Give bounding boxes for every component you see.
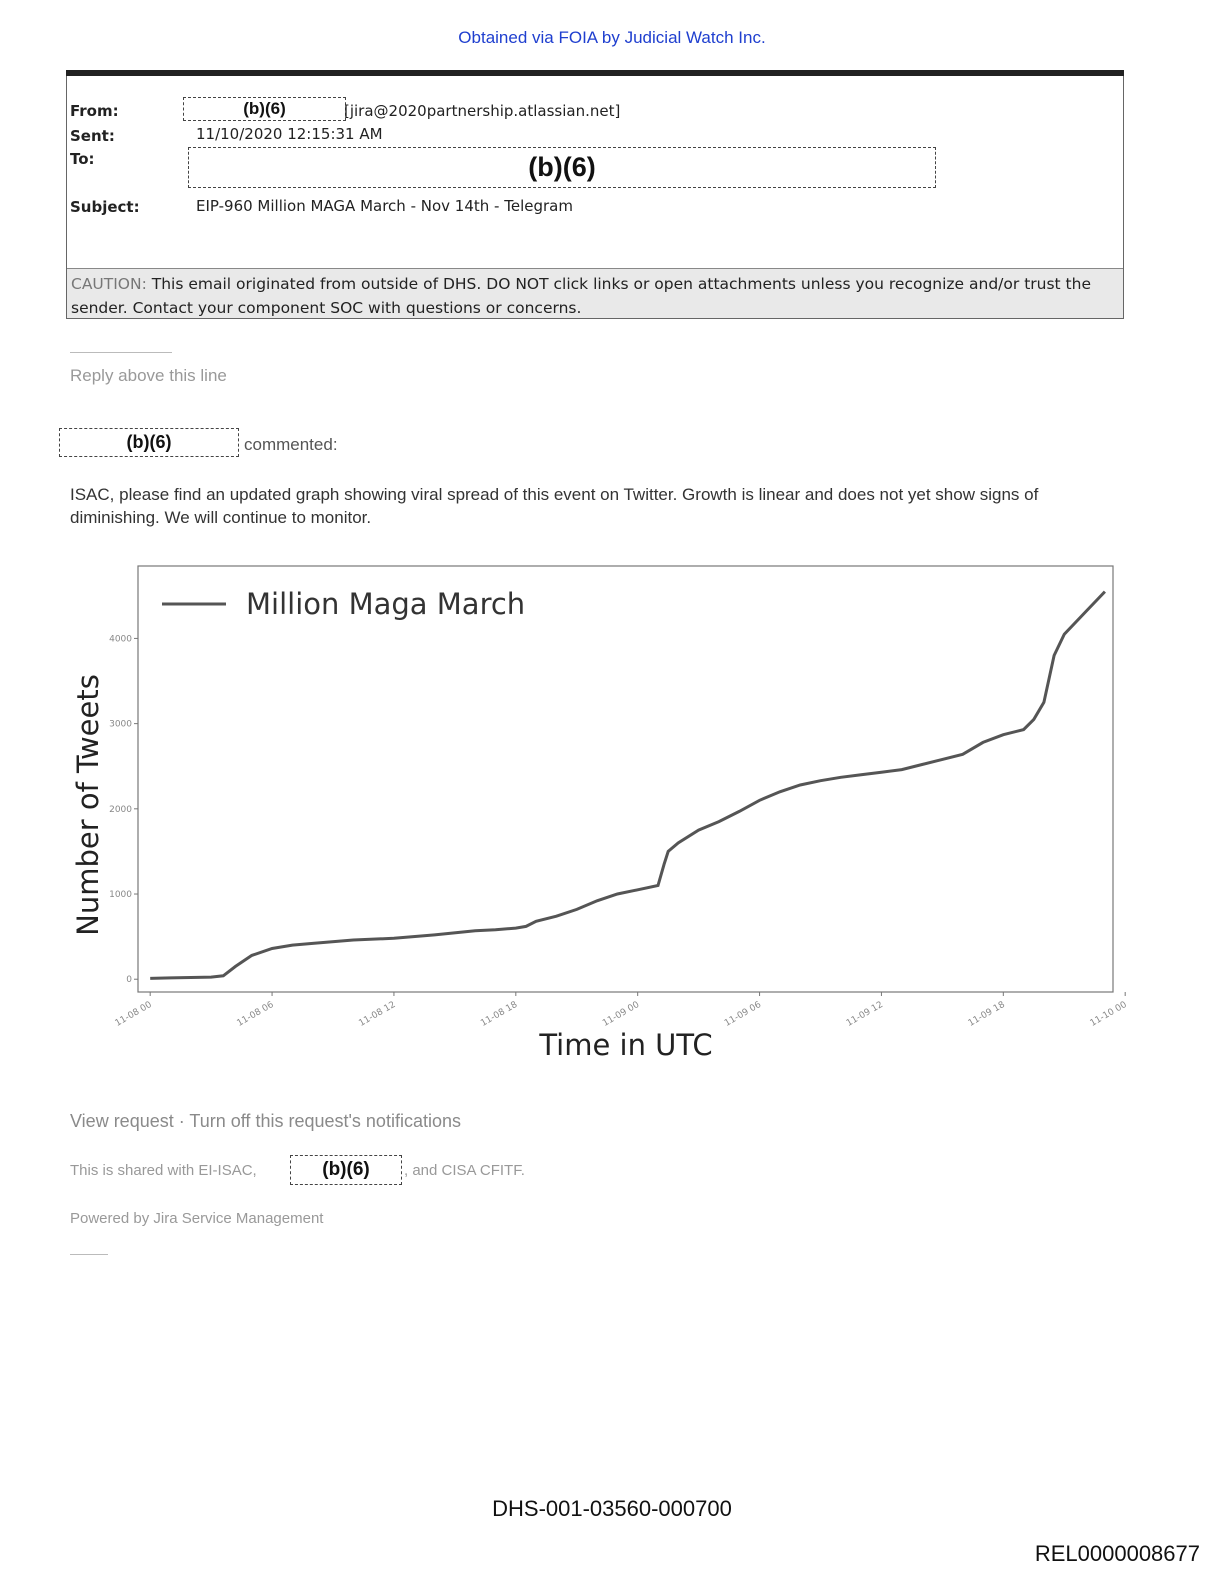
x-tick-label: 11-08 06	[235, 999, 276, 1029]
view-request-link[interactable]: View request	[70, 1111, 174, 1131]
sent-label: Sent:	[70, 127, 115, 145]
reply-above-line: Reply above this line	[70, 366, 227, 385]
comment-body: ISAC, please find an updated graph showing viral spread of this event on Twitter. Growth is linear and does not yet show signs of diminishing. We will continue to monitor.	[70, 485, 1039, 527]
x-tick-label: 11-10 00	[1088, 999, 1129, 1029]
subject-value: EIP-960 Million MAGA March - Nov 14th - Telegram	[196, 197, 573, 215]
y-tick-label: 2000	[109, 804, 132, 815]
caution-text: This email originated from outside of DHS. DO NOT click links or open attachments unless you recognize and/or trust the sender. Contact your component SOC with questions or concerns.	[71, 275, 1091, 317]
legend-label: Million Maga March	[246, 587, 526, 621]
subject-label: Subject:	[70, 198, 140, 216]
sent-value: 11/10/2020 12:15:31 AM	[196, 125, 383, 143]
powered-by: Powered by Jira Service Management	[70, 1210, 324, 1227]
shared-suffix: , and CISA CFITF.	[404, 1162, 525, 1179]
from-label: From:	[70, 102, 119, 120]
y-tick-label: 1000	[109, 890, 132, 901]
footer-links	[70, 1111, 461, 1132]
document-id: DHS-001-03560-000700	[492, 1496, 732, 1521]
y-tick-label: 3000	[109, 719, 132, 730]
caution-prefix: CAUTION:	[71, 275, 147, 293]
x-tick-label: 11-09 06	[723, 999, 764, 1029]
to-label: To:	[70, 150, 95, 168]
header-top-bar	[66, 70, 1124, 76]
commented-label: commented:	[244, 435, 338, 454]
from-redaction: (b)(6)	[183, 97, 346, 121]
x-tick-label: 11-08 18	[479, 999, 520, 1029]
turn-off-notifications-link[interactable]: Turn off this request's notifications	[189, 1111, 461, 1131]
x-tick-label: 11-09 18	[966, 999, 1007, 1029]
legend	[162, 587, 525, 621]
x-tick-label: 11-09 00	[601, 999, 642, 1029]
foia-watermark: Obtained via FOIA by Judicial Watch Inc.	[458, 28, 766, 47]
from-address: [jira@2020partnership.atlassian.net]	[344, 102, 621, 120]
y-tick-label: 4000	[109, 634, 132, 645]
chart-svg	[0, 555, 1224, 1075]
shared-prefix: This is shared with EI-ISAC,	[70, 1162, 257, 1179]
y-tick-label: 0	[126, 975, 132, 986]
to-redaction: (b)(6)	[188, 147, 936, 188]
release-id: REL0000008677	[1034, 1541, 1200, 1566]
shared-redaction: (b)(6)	[290, 1155, 402, 1185]
series-line-million-maga-march	[150, 592, 1105, 979]
tweets-line-chart	[0, 555, 1224, 1075]
caution-banner	[67, 268, 1123, 318]
x-tick-label: 11-08 12	[357, 999, 398, 1029]
commenter-redaction: (b)(6)	[59, 428, 239, 457]
x-tick-label: 11-09 12	[844, 999, 885, 1029]
plot-frame	[138, 566, 1113, 992]
footer-divider	[70, 1254, 108, 1255]
y-axis-label: Number of Tweets	[71, 674, 105, 936]
link-separator: ·	[173, 1111, 190, 1131]
reply-divider	[70, 352, 172, 353]
x-axis-label: Time in UTC	[539, 1028, 713, 1062]
x-tick-label: 11-08 00	[113, 999, 154, 1029]
